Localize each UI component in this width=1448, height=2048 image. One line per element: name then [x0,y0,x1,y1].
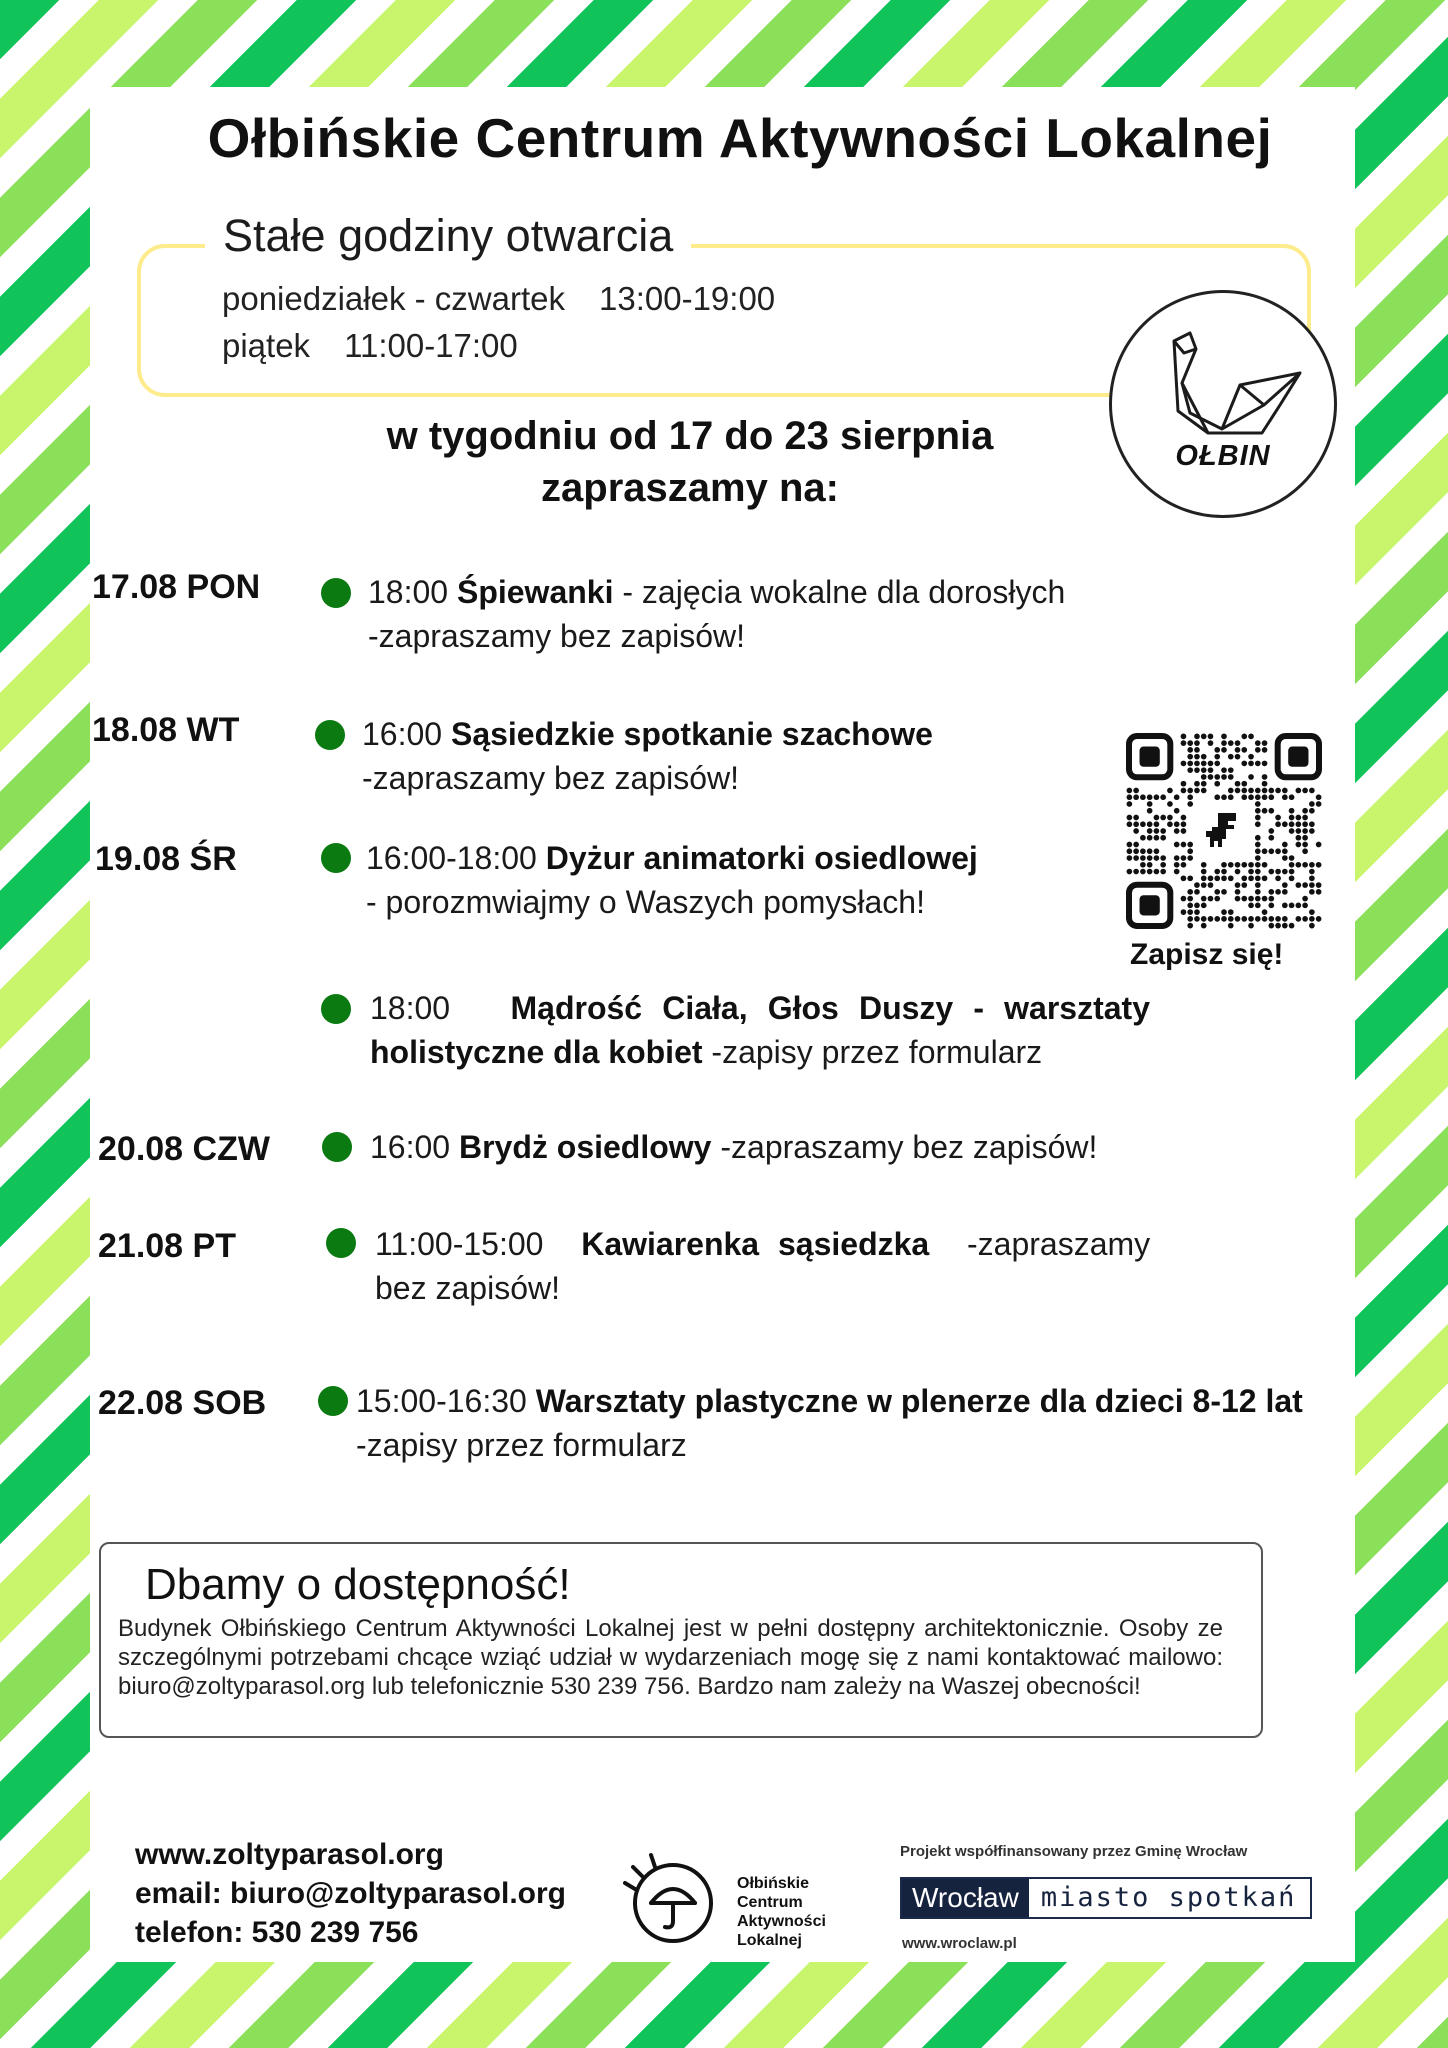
event-name: Sąsiedzkie spotkanie szachowe [450,716,933,752]
qr-code-icon [1126,733,1322,929]
org-logo-text [737,1874,826,1950]
bullet-dot [321,994,351,1024]
phone-text: telefon: 530 239 756 [135,1916,419,1949]
bullet-dot [321,843,351,873]
page-title: Ołbińskie Centrum Aktywności Lokalnej [207,107,1273,169]
website-link[interactable]: www.zoltyparasol.org [135,1838,444,1871]
event-name: Brydż osiedlowy [458,1129,712,1165]
hours-days: poniedziałek - czwartek [222,280,565,317]
event-time: 11:00-15:00 [375,1226,544,1262]
event-name: Warsztaty plastyczne w plenerze dla dzieci 8-12 lat [535,1383,1303,1419]
event-item [366,836,1106,924]
hours-row-weekdays [222,280,775,318]
email-link[interactable]: email: biuro@zoltyparasol.org [135,1877,566,1910]
bullet-dot [321,578,351,608]
event-item [375,1222,1155,1310]
event-time: 18:00 [368,574,449,610]
week-heading-line1: w tygodniu od 17 do 23 sierpnia [386,414,994,458]
origami-swan-icon [1112,293,1334,515]
sponsor-text: Projekt współfinansowany przez Gminę Wrocław [900,1843,1248,1860]
event-time: 18:00 [370,990,451,1026]
event-note: -zapisy przez formularz [356,1427,687,1463]
event-time: 16:00-18:00 [366,840,537,876]
wroclaw-slogan: miasto spotkań [1040,1882,1297,1913]
event-desc: - zajęcia wokalne dla dorosłych [613,574,1066,610]
event-time: 15:00-16:30 [356,1383,527,1419]
bullet-dot [322,1132,352,1162]
wroclaw-url[interactable]: www.wroclaw.pl [902,1935,1017,1952]
accessibility-title: Dbamy o dostępność! [145,1560,571,1609]
event-item [362,712,1102,800]
event-item [356,1379,1336,1467]
hours-days: piątek [222,327,311,364]
event-name: Śpiewanki [456,574,614,610]
week-heading [290,410,1090,514]
event-time: 16:00 [362,716,443,752]
bullet-dot [315,720,345,750]
event-desc: -zapraszamy [948,1226,1151,1262]
bullet-dot [326,1228,356,1258]
signup-qr-code[interactable] [1126,733,1322,929]
accessibility-text: Budynek Ołbińskiego Centrum Aktywności Lokalnej jest w pełni dostępny architektonicznie. Osoby ze szczególnymi potrzebami chcące wziąć udział w wydarzeniach mogę się z nami kontaktować mailowo: biuro@zoltyparasol.org lub telefonicznie 530 239 756. Bardzo nam zależy na Waszej obecności! [118,1615,1223,1700]
org-logo-line: Ołbińskie [737,1875,810,1892]
day-label: 20.08 CZW [98,1130,270,1168]
event-note: -zapraszamy bez zapisów! [362,760,740,796]
bullet-dot [318,1386,348,1416]
olbin-logo [1109,290,1337,518]
event-desc: -zapraszamy bez zapisów! [711,1129,1098,1165]
day-label: 18.08 WT [92,711,240,749]
day-label: 17.08 PON [92,568,261,606]
event-time: 16:00 [370,1129,451,1165]
day-label: 19.08 ŚR [95,840,237,878]
wroclaw-logo [900,1877,1312,1919]
event-note: -zapraszamy bez zapisów! [368,618,746,654]
hours-time: 13:00-19:00 [599,280,776,317]
day-label: 22.08 SOB [98,1384,267,1422]
event-name: Dyżur animatorki osiedlowej [545,840,978,876]
wroclaw-brand: Wrocław [902,1879,1029,1917]
org-logo-line: Aktywności [737,1913,826,1930]
opening-hours-title: Stałe godziny otwarcia [205,210,691,262]
hours-time: 11:00-17:00 [344,327,518,364]
olbin-logo-text: OŁBIN [1175,440,1271,472]
week-heading-line2: zapraszamy na: [541,466,839,510]
event-name: Kawiarenka sąsiedzka [581,1226,930,1262]
event-item [370,1125,1170,1169]
event-note: - porozmwiajmy o Waszych pomysłach! [366,884,925,920]
event-item [368,570,1128,658]
hours-row-friday [222,327,518,365]
event-note: -zapisy przez formularz [702,1034,1043,1070]
event-note: bez zapisów! [375,1270,560,1306]
event-item [370,986,1150,1074]
org-logo-line: Centrum [737,1894,803,1911]
event-name: Mądrość Ciała, Głos Duszy - warsztaty [510,990,1151,1026]
qr-signup-label: Zapisz się! [1130,938,1284,971]
event-name-continued: holistyczne dla kobiet [370,1034,703,1070]
org-logo-line: Lokalnej [737,1932,802,1949]
day-label: 21.08 PT [98,1227,236,1265]
umbrella-logo-icon [615,1845,725,1955]
